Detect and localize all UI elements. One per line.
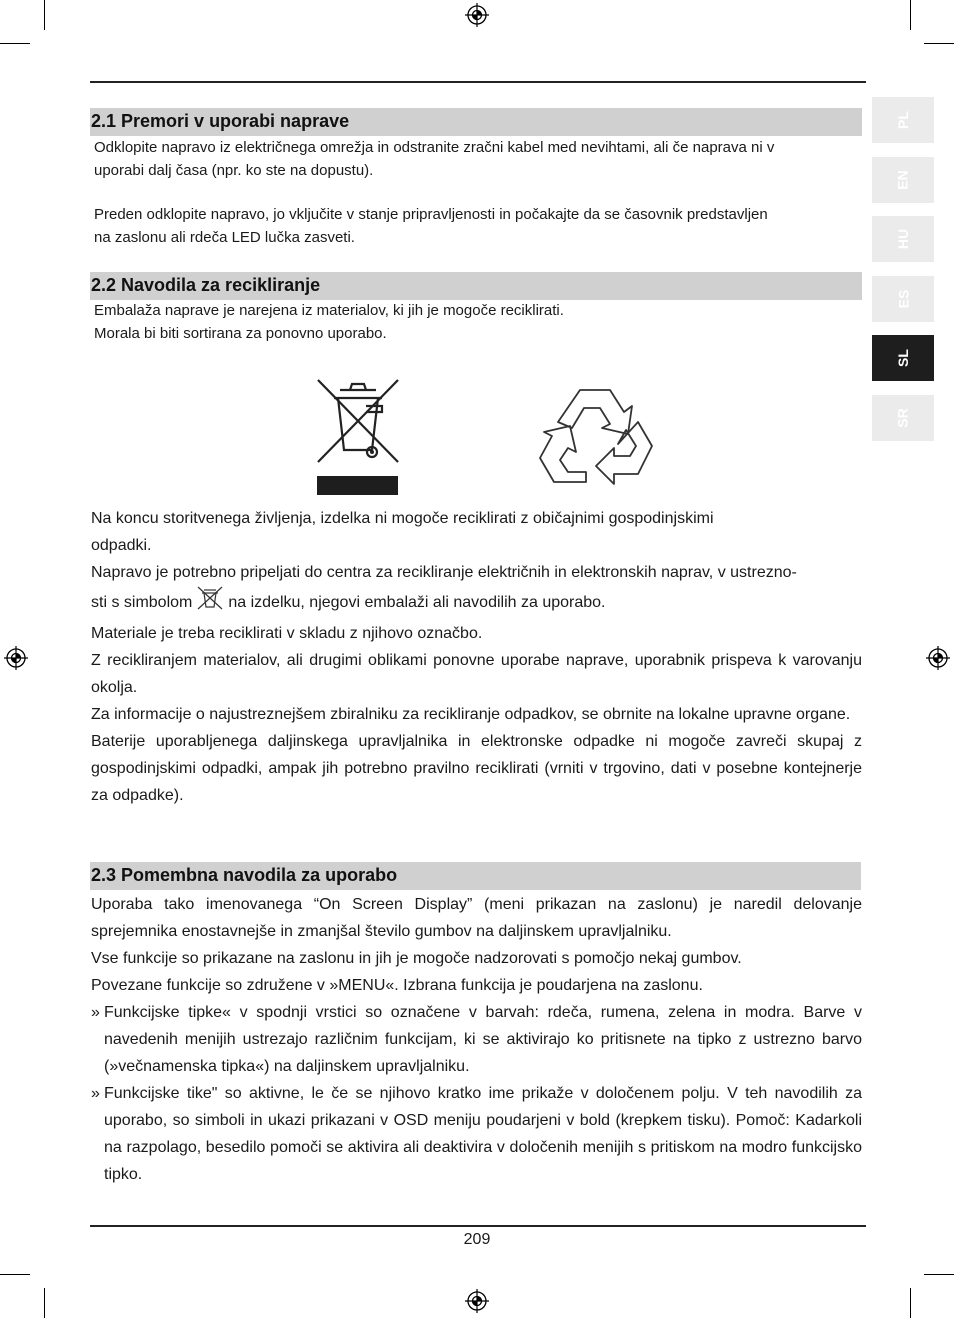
crop-mark — [0, 43, 30, 44]
crop-mark — [924, 1274, 954, 1275]
section-text — [94, 299, 864, 345]
language-tab-sl[interactable] — [872, 335, 934, 381]
language-tab-es[interactable] — [872, 276, 934, 322]
registration-mark-icon — [465, 1289, 489, 1313]
usage-paragraphs — [91, 891, 862, 1188]
paragraph-part: sti s simbolom — [91, 594, 193, 611]
tab-label: EN — [894, 170, 911, 190]
text-line: na zaslonu ali rdeča LED lučka zasveti. — [94, 229, 355, 246]
registration-mark-icon — [4, 646, 28, 670]
bullet-text: Funkcijske tipke« v spodnji vrstici so označene v barvah: rdeča, rumena, zelena in modra. Barve v navedenih menijih ustrezajo različnim funkcijam, ki se aktivirajo ko pritisnete na tipko z ustrezno barvo (»večnamenska tipka«) na daljinskem upravljalniku. — [104, 1004, 862, 1075]
tab-label: HU — [894, 228, 911, 250]
paragraph: Za informacije o najustreznejšem zbiralniku za recikliranje odpadkov, se obrnite na lokalne upravne organe. — [91, 706, 851, 723]
paragraph: Napravo je potrebno pripeljati do centra za recikliranje električnih in elektronskih naprav, v ustrezno- — [91, 564, 797, 581]
registration-mark-icon — [465, 3, 489, 27]
language-tab-hu[interactable] — [872, 216, 934, 262]
paragraph: Uporaba tako imenovanega “On Screen Display” (meni prikazan na zaslonu) je naredil delovanje sprejemnika enostavnejše in zmanjšal število gumbov na daljinskem upravljalniku. — [91, 896, 862, 940]
paragraph: odpadki. — [91, 537, 152, 554]
paragraph-part: na izdelku, njegovi embalaži ali navodilih za uporabo. — [228, 594, 606, 611]
section-heading: 2.2 Navodila za recikliranje — [90, 272, 862, 300]
paragraph: Materiale je treba reciklirati v skladu z njihovo označbo. — [91, 625, 483, 642]
text-line: Embalaža naprave je narejena iz materialov, ki jih je mogoče reciklirati. — [94, 302, 564, 319]
crossed-out-bin-icon — [196, 585, 224, 611]
paragraph: Baterije uporabljenega daljinskega upravljalnika in elektronske odpadke ni mogoče zavreči skupaj z gospodinjskimi odpadki, ampak jih potrebno pravilno reciklirati (vrniti v trgovino, dati v posebne kontejnerje za odpadke). — [91, 733, 862, 804]
section-heading: 2.3 Pomembna navodila za uporabo — [90, 862, 861, 890]
top-rule — [90, 81, 866, 83]
page-number: 209 — [463, 1231, 491, 1248]
text-line: Odklopite napravo iz električnega omrežja in odstranite zračni kabel med nevihtami, ali če naprava ni v — [94, 139, 775, 156]
bottom-rule — [90, 1225, 866, 1227]
crop-mark — [0, 1274, 30, 1275]
bullet-item — [91, 1080, 862, 1188]
registration-mark-icon — [926, 646, 950, 670]
paragraph: Vse funkcije so prikazane na zaslonu in jih je mogoče nadzorovati s pomočjo nekaj gumbov. — [91, 950, 742, 967]
paragraph: Povezane funkcije so združene v »MENU«. Izbrana funkcija je poudarjena na zaslonu. — [91, 977, 703, 994]
bullet-mark: » — [91, 1085, 100, 1102]
text-line: Morala bi biti sortirana za ponovno uporabo. — [94, 325, 387, 342]
language-tab-sr[interactable] — [872, 395, 934, 441]
bullet-item — [91, 999, 862, 1080]
tab-label: SR — [894, 408, 911, 428]
section-text — [94, 136, 864, 182]
crop-mark — [910, 0, 911, 30]
bullet-text: Funkcijske tike" so aktivne, le če se njihovo kratko ime prikaže v določenem polju. V teh navodilih za uporabo, so simboli in ukazi prikazani v OSD meniju poudarjeni v bold (krepkem tisku). Pomoč: Kadarkoli na razpolago, besedilo pomoči se aktivira ali deaktivira v določenih menijih s pritiskom na modro funkcijsko tipko. — [104, 1085, 862, 1183]
recycling-arrows-icon — [536, 382, 654, 498]
symbol-paragraph — [91, 585, 862, 620]
recycling-paragraphs — [91, 620, 862, 809]
language-tab-en[interactable] — [872, 157, 934, 203]
crossed-out-wheelie-bin-icon — [314, 376, 402, 496]
paragraph: Na koncu storitvenega življenja, izdelka ni mogoče reciklirati z običajnimi gospodinjskimi — [91, 510, 714, 527]
tab-label: SL — [894, 349, 911, 367]
bullet-mark: » — [91, 1004, 100, 1021]
crop-mark — [924, 43, 954, 44]
tab-label: PL — [894, 111, 911, 129]
text-line: Preden odklopite napravo, jo vključite v stanje pripravljenosti in počakajte da se časovnik predstavljen — [94, 206, 768, 223]
crop-mark — [910, 1288, 911, 1318]
section-heading: 2.1 Premori v uporabi naprave — [90, 108, 862, 136]
tab-label: ES — [895, 289, 911, 309]
paragraph: Z recikliranjem materialov, ali drugimi oblikami ponovne uporabe naprave, uporabnik prispeva k varovanju okolja. — [91, 652, 862, 696]
crop-mark — [44, 0, 45, 30]
recycling-paragraphs — [91, 505, 862, 586]
section-text — [94, 203, 864, 249]
language-tab-pl[interactable] — [872, 97, 934, 143]
crop-mark — [44, 1288, 45, 1318]
text-line: uporabi dalj časa (npr. ko ste na dopustu). — [94, 162, 374, 179]
